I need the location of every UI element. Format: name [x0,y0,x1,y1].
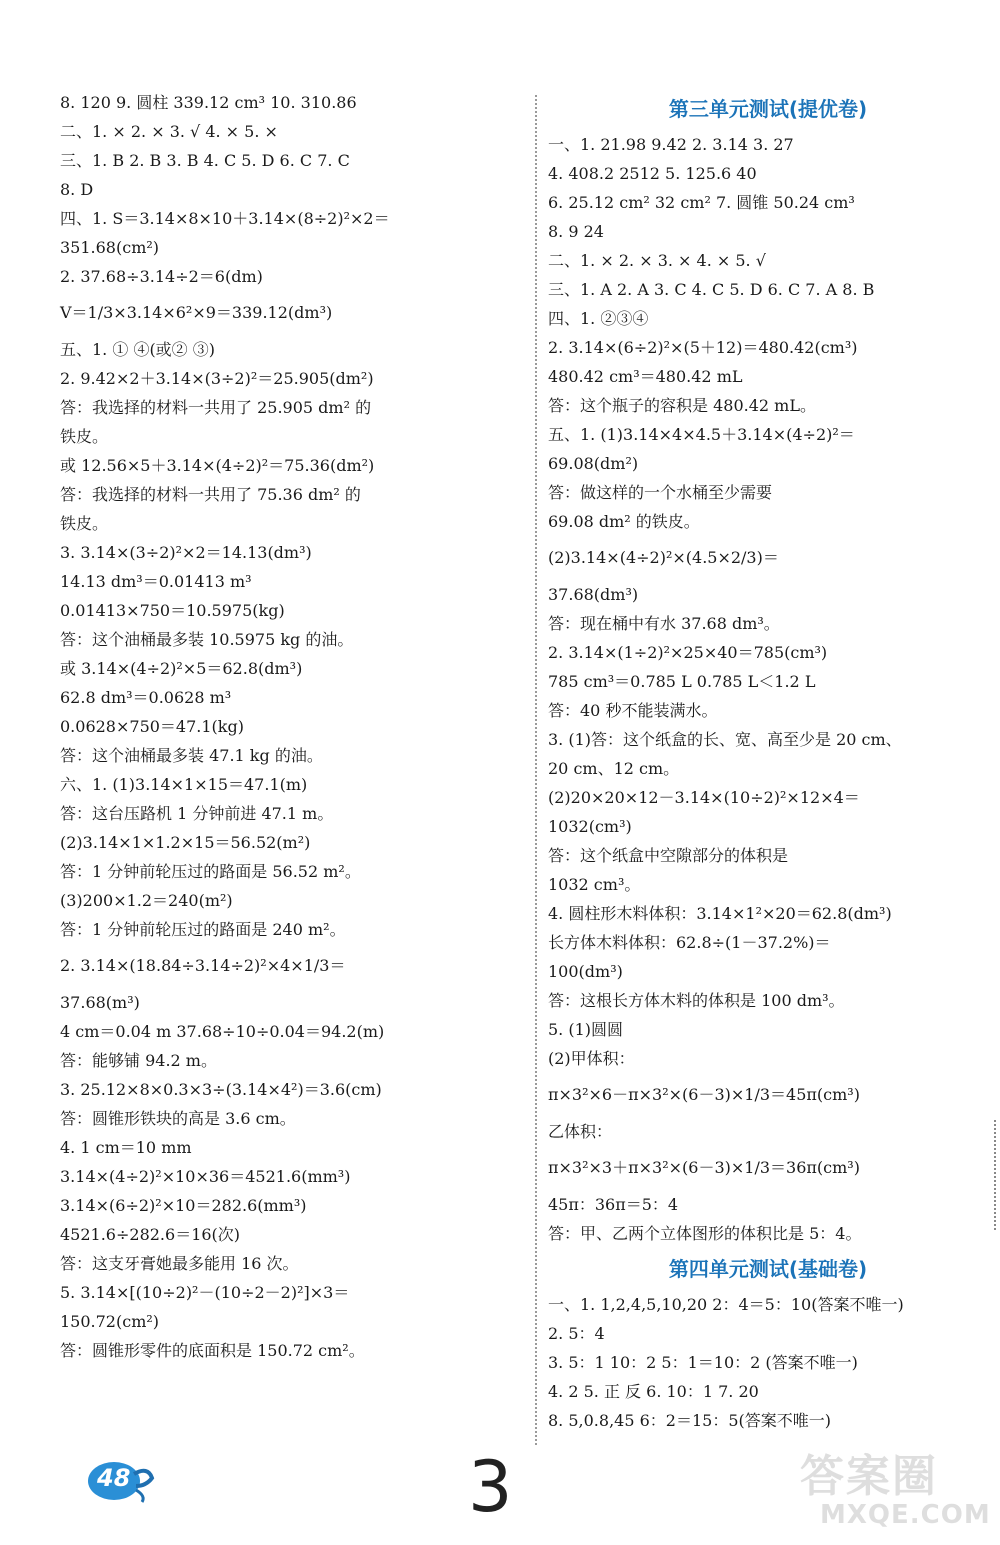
unit3-answer-line: 4. 408.2 2512 5. 125.6 40 [548,164,757,183]
answer-line: 答：这个油桶最多装 47.1 kg 的油。 [60,746,323,765]
answer-line: 答：这台压路机 1 分钟前进 47.1 m。 [60,804,334,823]
answer-line: 5. 3.14×[(10÷2)²－(10÷2－2)²]×3＝ [60,1283,350,1302]
answer-line: 答：能够铺 94.2 m。 [60,1051,217,1070]
answer-line: 答：我选择的材料一共用了 75.36 dm² 的 [60,485,361,504]
unit3-answer-line: 四、1. ②③④ [548,309,649,328]
unit4-answers [548,1290,988,1435]
answer-line: 2. 3.14×(18.84÷3.14÷2)²×4×1/3＝ [60,956,346,975]
answer-line: 3. 3.14×(3÷2)²×2＝14.13(dm³) [60,543,312,562]
answer-line: 4. 1 cm＝10 mm [60,1138,192,1157]
answer-line: 150.72(cm²) [60,1312,160,1331]
answer-line: 或 3.14×(4÷2)²×5＝62.8(dm³) [60,659,303,678]
unit3-answer-line: 45π：36π＝5：4 [548,1195,679,1214]
page-number: 48 [97,1464,131,1492]
unit3-answer-line: 69.08(dm²) [548,454,639,473]
answer-line: 14.13 dm³＝0.01413 m³ [60,572,252,591]
unit3-answer-line: 1032 cm³。 [548,875,641,894]
unit3-answer-line: (2)20×20×12－3.14×(10÷2)²×12×4＝ [548,788,860,807]
left-column [60,88,522,1365]
unit3-answer-line: 2. 3.14×(6÷2)²×(5＋12)＝480.42(cm³) [548,338,858,357]
answer-line: 答：我选择的材料一共用了 25.905 dm² 的 [60,398,372,417]
unit3-answer-line: 乙体积： [548,1122,613,1141]
unit3-answer-line: 答：甲、乙两个立体图形的体积比是 5：4。 [548,1224,862,1243]
answer-line: (3)200×1.2＝240(m²) [60,891,233,910]
answer-line: 答：1 分钟前轮压过的路面是 56.52 m²。 [60,862,361,881]
answer-line: 62.8 dm³＝0.0628 m³ [60,688,232,707]
answer-line: 8. 120 9. 圆柱 339.12 cm³ 10. 310.86 [60,93,357,112]
answer-line: 351.68(cm²) [60,238,160,257]
unit3-answer-line: 5. (1)圆圆 [548,1020,624,1039]
answer-line: 答：圆锥形铁块的高是 3.6 cm。 [60,1109,296,1128]
unit3-answer-line: 二、1. × 2. × 3. × 4. × 5. √ [548,251,766,270]
answer-line: 0.01413×750＝10.5975(kg) [60,601,285,620]
answer-line: 答：这支牙膏她最多能用 16 次。 [60,1254,299,1273]
unit3-answer-line: π×3²×6－π×3²×(6－3)×1/3＝45π(cm³) [548,1085,860,1104]
answer-line: (2)3.14×1×1.2×15＝56.52(m²) [60,833,311,852]
unit3-answer-line: 三、1. A 2. A 3. C 4. C 5. D 6. C 7. A 8. B [548,280,875,299]
answer-line: 五、1. ① ④(或② ③) [60,340,216,359]
unit3-answer-line: 480.42 cm³＝480.42 mL [548,367,743,386]
unit3-answer-line: 100(dm³) [548,962,623,981]
answer-line: 3.14×(4÷2)²×10×36＝4521.6(mm³) [60,1167,351,1186]
answer-line: 4 cm＝0.04 m 37.68÷10÷0.04＝94.2(m) [60,1022,385,1041]
unit3-answer-line: 4. 圆柱形木料体积：3.14×1²×20＝62.8(dm³) [548,904,892,923]
answer-line: 答：圆锥形零件的底面积是 150.72 cm²。 [60,1341,365,1360]
answer-line: 四、1. S＝3.14×8×10＋3.14×(8÷2)²×2＝ [60,209,390,228]
unit3-answer-line: (2)甲体积： [548,1049,635,1068]
answer-line: V＝1/3×3.14×6²×9＝339.12(dm³) [60,303,333,322]
answer-line: 或 12.56×5＋3.14×(4÷2)²＝75.36(dm²) [60,456,375,475]
unit3-answer-line: 一、1. 21.98 9.42 2. 3.14 3. 27 [548,135,794,154]
unit3-answer-line: (2)3.14×(4÷2)²×(4.5×2/3)＝ [548,548,779,567]
answer-line: 0.0628×750＝47.1(kg) [60,717,244,736]
edge-dotted-mark [994,1120,996,1230]
unit3-answer-line: 五、1. (1)3.14×4×4.5＋3.14×(4÷2)²＝ [548,425,855,444]
unit3-answer-line: 答：这根长方体木料的体积是 100 dm³。 [548,991,845,1010]
answer-line: 4521.6÷282.6＝16(次) [60,1225,241,1244]
unit3-answer-line: 69.08 dm² 的铁皮。 [548,512,700,531]
unit3-answer-line: 长方体木料体积：62.8÷(1－37.2%)＝ [548,933,831,952]
watermark-url: MXQE.COM [820,1500,991,1530]
unit3-answer-line: 6. 25.12 cm² 32 cm² 7. 圆锥 50.24 cm³ [548,193,855,212]
answer-line: 8. D [60,180,94,199]
column-divider [535,95,537,1445]
unit3-answer-line: 答：这个纸盒中空隙部分的体积是 [548,846,789,865]
unit4-answer-line: 一、1. 1,2,4,5,10,20 2：4＝5：10(答案不唯一) [548,1295,904,1314]
answer-line: 铁皮。 [60,514,109,533]
right-column [548,88,988,1435]
unit3-answer-line: 3. (1)答：这个纸盒的长、宽、高至少是 20 cm、 [548,730,902,749]
unit3-answer-line: 答：这个瓶子的容积是 480.42 mL。 [548,396,816,415]
unit3-answer-line: 答：40 秒不能装满水。 [548,701,718,720]
answer-line: 二、1. × 2. × 3. √ 4. × 5. × [60,122,278,141]
unit3-answer-line: 785 cm³＝0.785 L 0.785 L＜1.2 L [548,672,816,691]
answer-line: 答：这个油桶最多装 10.5975 kg 的油。 [60,630,354,649]
unit4-answer-line: 8. 5,0.8,45 6：2＝15：5(答案不唯一) [548,1411,831,1430]
answer-line: 2. 9.42×2＋3.14×(3÷2)²＝25.905(dm²) [60,369,374,388]
section-heading-unit4: 第四单元测试(基础卷) [668,1257,868,1281]
unit3-answer-line: π×3²×3＋π×3²×(6－3)×1/3＝36π(cm³) [548,1158,860,1177]
unit4-answer-line: 2. 5：4 [548,1324,605,1343]
handwritten-mark: 3 [468,1446,513,1528]
answer-line: 37.68(m³) [60,993,140,1012]
unit4-answer-line: 4. 2 5. 正 反 6. 10：1 7. 20 [548,1382,759,1401]
unit3-answer-line: 答：现在桶中有水 37.68 dm³。 [548,614,780,633]
unit3-answer-line: 8. 9 24 [548,222,604,241]
watermark-text: 答案圈 [800,1451,938,1502]
unit4-answer-line: 3. 5：1 10：2 5：1＝10：2 (答案不唯一) [548,1353,858,1372]
answer-line: 答：1 分钟前轮压过的路面是 240 m²。 [60,920,346,939]
answer-line: 铁皮。 [60,427,109,446]
unit3-answer-line: 37.68(dm³) [548,585,639,604]
answer-line: 3. 25.12×8×0.3×3÷(3.14×4²)＝3.6(cm) [60,1080,382,1099]
section-heading-unit3: 第三单元测试(提优卷) [668,97,868,121]
unit3-answer-line: 答：做这样的一个水桶至少需要 [548,483,773,502]
answer-line: 2. 37.68÷3.14÷2＝6(dm) [60,267,263,286]
answer-line: 3.14×(6÷2)²×10＝282.6(mm³) [60,1196,307,1215]
answer-line: 六、1. (1)3.14×1×15＝47.1(m) [60,775,308,794]
watermark-logo [800,1440,996,1544]
unit3-answer-line: 1032(cm³) [548,817,632,836]
answer-line: 三、1. B 2. B 3. B 4. C 5. D 6. C 7. C [60,151,350,170]
unit3-answer-line: 20 cm、12 cm。 [548,759,680,778]
unit3-answer-line: 2. 3.14×(1÷2)²×25×40＝785(cm³) [548,643,828,662]
unit3-answers [548,130,988,1248]
